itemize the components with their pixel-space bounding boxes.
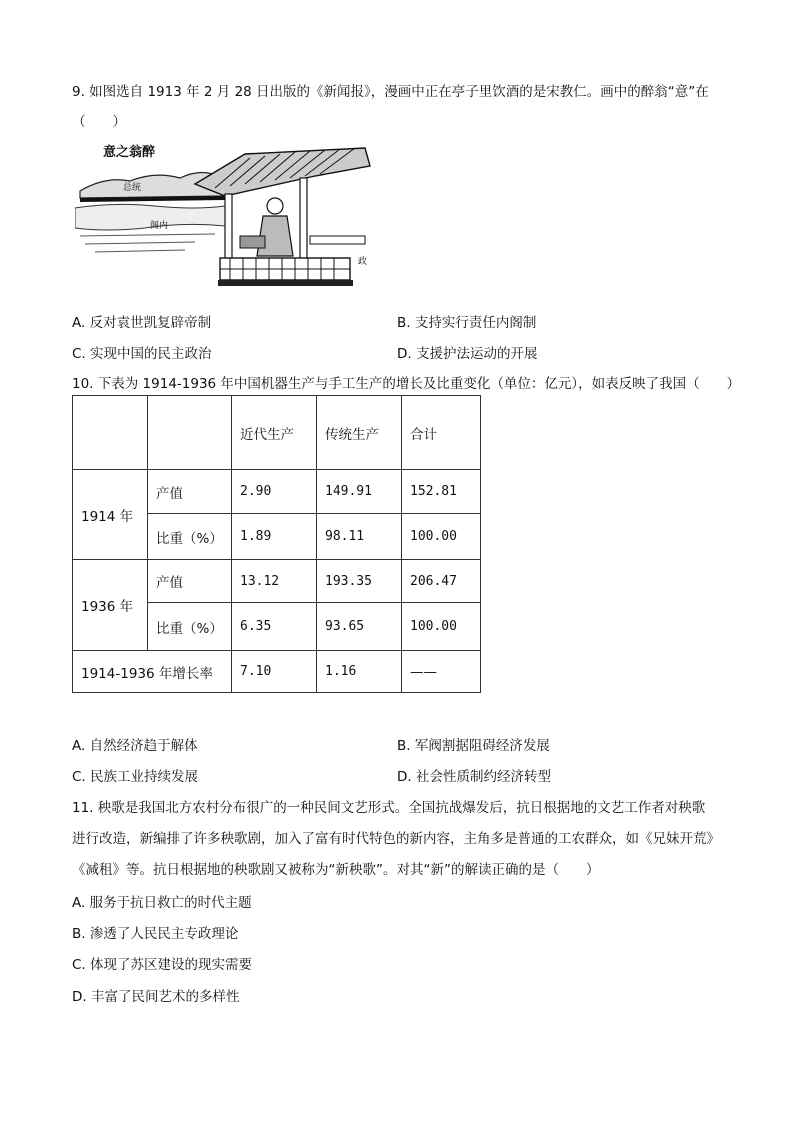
q11-option-d[interactable]: D. 丰富了民间艺术的多样性 [72,989,240,1005]
table-row [73,470,481,514]
figure-head [267,198,283,214]
q11-option-a[interactable]: A. 服务于抗日救亡的时代主题 [72,895,252,911]
value-cell: 152.81 [402,470,481,514]
value-cell: 6.35 [232,603,317,651]
q10-stem: 10. 下表为 1914-1936 年中国机器生产与手工生产的增长及比重变化（单位：亿元），如表反映了我国（ ） [72,376,741,392]
value-cell: 98.11 [317,514,402,560]
side-fence [310,236,365,244]
cartoon-label-right: 政 [358,257,368,267]
q9-option-d[interactable]: D. 支援护法运动的开展 [397,346,538,362]
q9-option-c[interactable]: C. 实现中国的民主政治 [72,346,212,362]
q10-option-d[interactable]: D. 社会性质制约经济转型 [397,769,551,785]
value-cell: —— [402,651,481,693]
q9-stem-line2: （ ） [72,114,126,130]
metric-cell: 比重（%） [148,514,232,560]
table-with-cups [240,236,265,248]
cartoon-label-mid: 阁内 [150,221,169,231]
value-cell: 100.00 [402,603,481,651]
value-cell: 2.90 [232,470,317,514]
q11-stem-line2: 进行改造，新编排了许多秧歌剧，加入了富有时代特色的新内容，主角多是普通的工农群众，如《兄妹开荒》 [72,831,720,847]
q10-table [72,395,481,693]
year-1936: 1936 年 [73,560,148,651]
header-cell-empty-2 [148,396,232,470]
cartoon-drawing [75,136,375,296]
q10-option-c[interactable]: C. 民族工业持续发展 [72,769,199,785]
q10-option-a[interactable]: A. 自然经济趋于解体 [72,738,198,754]
value-cell: 100.00 [402,514,481,560]
value-cell: 13.12 [232,560,317,603]
cartoon-label-left: 总统 [123,183,142,193]
value-cell: 1.89 [232,514,317,560]
table-row-growth [73,651,481,693]
header-modern: 近代生产 [232,396,317,470]
q11-stem-line3: 《减租》等。抗日根据地的秧歌剧又被称为“新秧歌”。对其“新”的解读正确的是（ ） [72,862,600,878]
value-cell: 1.16 [317,651,402,693]
value-cell: 193.35 [317,560,402,603]
q11-option-b[interactable]: B. 渗透了人民民主专政理论 [72,926,239,942]
value-cell: 206.47 [402,560,481,603]
header-cell-empty-1 [73,396,148,470]
q9-cartoon [75,136,375,296]
value-cell: 149.91 [317,470,402,514]
metric-cell: 产值 [148,560,232,603]
pavilion-roof [195,148,370,196]
value-cell: 93.65 [317,603,402,651]
q11-stem-line1: 11. 秧歌是我国北方农村分布很广的一种民间文艺形式。全国抗战爆发后，抗日根据地的文艺工作者对秧歌 [72,800,706,816]
q10-option-b[interactable]: B. 军阀割据阻碍经济发展 [397,738,550,754]
value-cell: 7.10 [232,651,317,693]
table-row [73,560,481,603]
q9-option-a[interactable]: A. 反对袁世凯复辟帝制 [72,315,212,331]
water-lines [80,234,215,252]
table-header-row [73,396,481,470]
q9-option-b[interactable]: B. 支持实行责任内阁制 [397,315,537,331]
metric-cell: 比重（%） [148,603,232,651]
cartoon-caption: 意之翁醉 [103,145,156,160]
header-traditional: 传统生产 [317,396,402,470]
q11-option-c[interactable]: C. 体现了苏区建设的现实需要 [72,957,253,973]
header-total: 合计 [402,396,481,470]
year-1914: 1914 年 [73,470,148,560]
floor-base [218,280,353,286]
metric-cell: 产值 [148,470,232,514]
q9-stem-line1: 9. 如图选自 1913 年 2 月 28 日出版的《新闻报》，漫画中正在亭子里饮酒的是宋教仁。画中的醉翁“意”在 [72,84,709,100]
growth-label: 1914-1936 年增长率 [73,651,232,693]
